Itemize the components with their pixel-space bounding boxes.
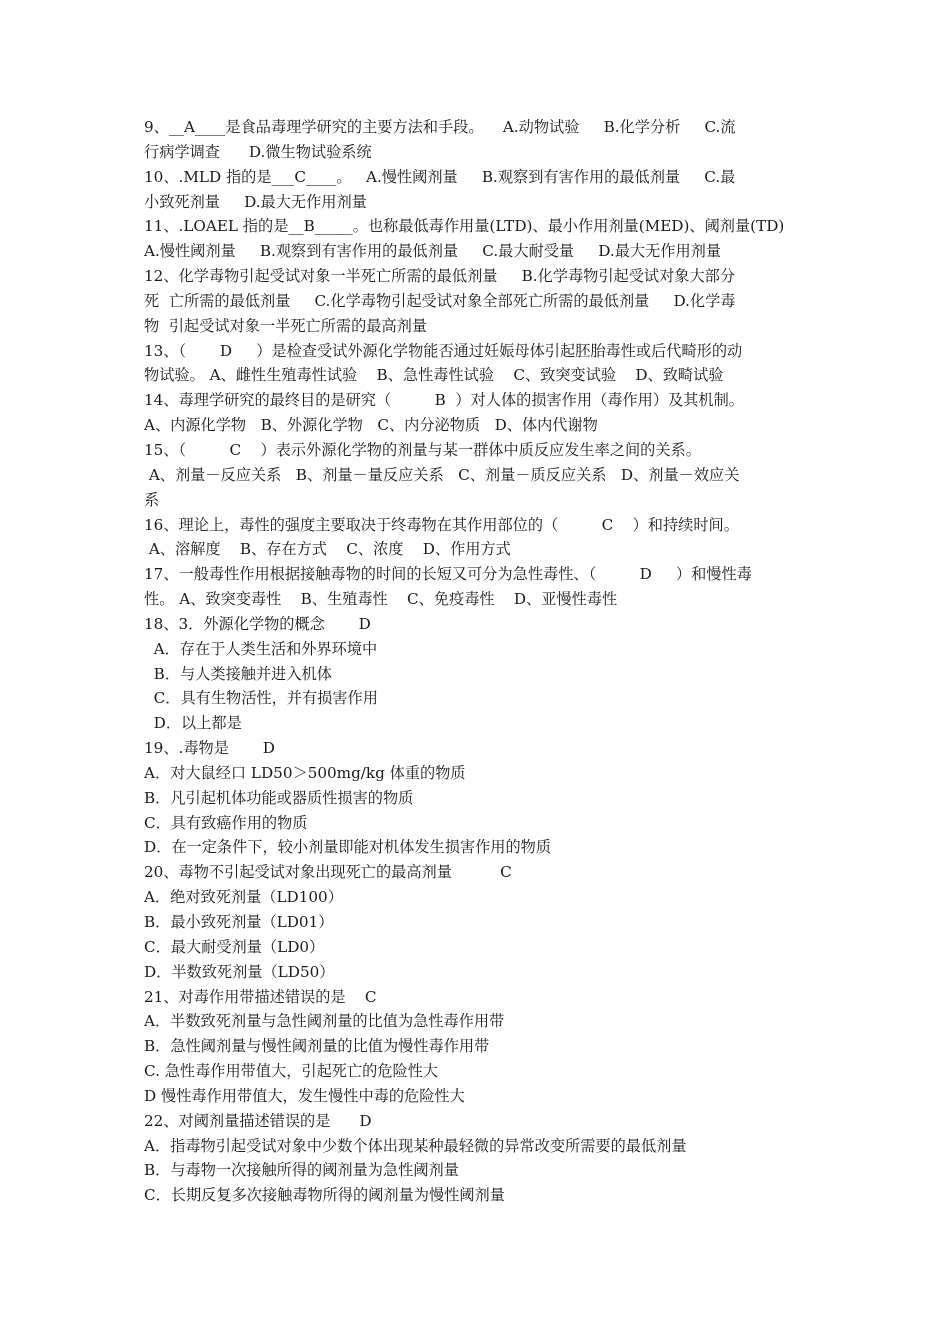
text-line: C．最大耐受剂量（LD0）: [144, 937, 325, 956]
text-line: 20、毒物不引起受试对象出现死亡的最高剂量 C: [144, 863, 512, 882]
text-line: 21、对毒作用带描述错误的是 C: [144, 987, 377, 1006]
text-line: 死 亡所需的最低剂量 C.化学毒物引起受试对象全部死亡所需的最低剂量 D.化学毒: [144, 291, 736, 310]
text-line: A．存在于人类生活和外界环境中: [144, 639, 378, 658]
text-line: D．在一定条件下，较小剂量即能对机体发生损害作用的物质: [144, 838, 552, 857]
text-line: A、剂量－反应关系 B、剂量－量反应关系 C、剂量－质反应关系 D、剂量－效应关: [144, 465, 740, 484]
text-line: D．半数致死剂量（LD50）: [144, 962, 335, 981]
text-line: 12、化学毒物引起受试对象一半死亡所需的最低剂量 B.化学毒物引起受试对象大部分: [144, 267, 736, 286]
text-line: A．对大鼠经口 LD50＞500mg/kg 体重的物质: [144, 763, 466, 782]
text-line: B．与毒物一次接触所得的阈剂量为急性阈剂量: [144, 1161, 459, 1180]
text-line: D 慢性毒作用带值大，发生慢性中毒的危险性大: [144, 1086, 465, 1105]
text-line: 小致死剂量 D.最大无作用剂量: [144, 192, 367, 211]
text-line: 10、.MLD 指的是___C____。 A.慢性阈剂量 B.观察到有害作用的最低剂量 C.最: [144, 167, 736, 186]
text-line: 物试验。 A、雌性生殖毒性试验 B、急性毒性试验 C、致突变试验 D、致畸试验: [144, 366, 724, 385]
text-line: C．具有致癌作用的物质: [144, 813, 308, 832]
text-line: 19、.毒物是 D: [144, 739, 275, 758]
text-line: D．以上都是: [144, 714, 242, 733]
text-line: C. 急性毒作用带值大，引起死亡的危险性大: [144, 1062, 439, 1081]
text-line: 14、毒理学研究的最终目的是研究（ B ）对人体的损害作用（毒作用）及其机制。: [144, 391, 744, 410]
text-line: C．长期反复多次接触毒物所得的阈剂量为慢性阈剂量: [144, 1186, 505, 1205]
text-line: 22、对阈剂量描述错误的是 D: [144, 1111, 372, 1130]
text-line: A.慢性阈剂量 B.观察到有害作用的最低剂量 C.最大耐受量 D.最大无作用剂量: [144, 242, 722, 261]
text-line: 13、（ D ）是检查受试外源化学物能否通过妊娠母体引起胚胎毒性或后代畸形的动: [144, 341, 743, 360]
text-line: B．急性阈剂量与慢性阈剂量的比值为慢性毒作用带: [144, 1037, 490, 1056]
text-line: 18、3．外源化学物的概念 D: [144, 614, 371, 633]
text-line: 物 引起受试对象一半死亡所需的最高剂量: [144, 316, 428, 335]
text-line: 16、理论上，毒性的强度主要取决于终毒物在其作用部位的（ C ）和持续时间。: [144, 515, 739, 534]
text-line: A、溶解度 B、存在方式 C、浓度 D、作用方式: [144, 540, 511, 559]
text-line: 性。 A、致突变毒性 B、生殖毒性 C、免疫毒性 D、亚慢性毒性: [144, 590, 618, 609]
text-line: A．指毒物引起受试对象中少数个体出现某种最轻微的异常改变所需要的最低剂量: [144, 1136, 687, 1155]
text-line: 11、.LOAEL 指的是__B_____。也称最低毒作用量(LTD)、最小作用剂量(MED)、阈剂量(TD): [144, 217, 785, 236]
question-text: [144, 115, 808, 1208]
text-line: 15、（ C ）表示外源化学物的剂量与某一群体中质反应发生率之间的关系。: [144, 440, 701, 459]
text-line: B．与人类接触并进入机体: [144, 664, 332, 683]
text-line: B．凡引起机体功能或器质性损害的物质: [144, 788, 414, 807]
text-line: 17、一般毒性作用根据接触毒物的时间的长短又可分为急性毒性、（ D ）和慢性毒: [144, 565, 752, 584]
text-line: A．半数致死剂量与急性阈剂量的比值为急性毒作用带: [144, 1012, 505, 1031]
text-line: 系: [144, 490, 160, 509]
text-line: B．最小致死剂量（LD01）: [144, 913, 334, 931]
text-line: 9、__A____是食品毒理学研究的主要方法和手段。 A.动物试验 B.化学分析 C.流: [144, 118, 736, 136]
text-line: C．具有生物活性，并有损害作用: [144, 689, 378, 708]
text-line: 行病学调查 D.微生物试验系统: [144, 142, 372, 161]
text-line: A、内源化学物 B、外源化学物 C、内分泌物质 D、体内代谢物: [144, 416, 598, 435]
text-line: A．绝对致死剂量（LD100）: [144, 888, 343, 907]
